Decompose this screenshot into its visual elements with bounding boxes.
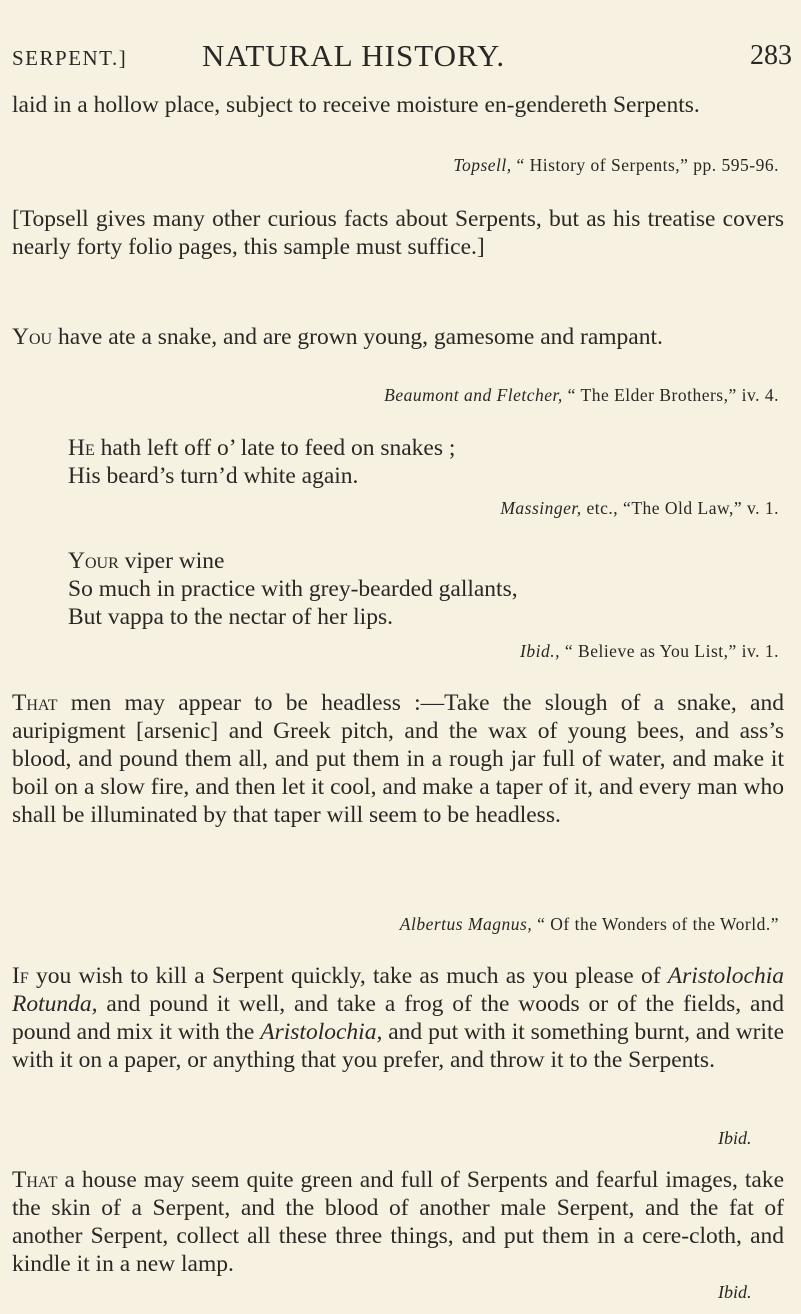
paragraph-6-text: men may appear to be headless :—Take the slough of a snake, and auripigment [arsenic] and Greek pitch, and the wax of young bees, and ass’s blood, and pound them all, and put them in a rough jar full of water, and make it boil on a slow fire, and then let it cool, and make a taper of it, and every man who shall be illuminated by that taper will seem to be headless.	[12, 690, 784, 828]
citation-ibid-2: Ibid.	[718, 1128, 752, 1148]
paragraph-7-text-a: you wish to kill a Serpent quickly, take as much as you please of	[28, 963, 668, 989]
citation-author: Topsell,	[453, 155, 512, 175]
paragraph-7	[12, 962, 784, 1074]
header-title: NATURAL HISTORY.	[202, 38, 506, 73]
paragraph-3	[12, 323, 784, 351]
verse-line: His beard’s turn’d white again.	[68, 463, 359, 489]
lead-word: You	[12, 324, 53, 350]
citation-ibid-1	[520, 640, 779, 662]
verse-2	[68, 547, 768, 631]
paragraph-7-italic-1: Aristolochia Rotunda,	[12, 963, 784, 1017]
verse-1	[68, 434, 768, 490]
citation-work: “ History of Serpents,” pp. 595-96.	[511, 155, 779, 175]
citation-work: etc., “The Old Law,” v. 1.	[581, 498, 779, 518]
citation-work: “ The Elder Brothers,” iv. 4.	[562, 385, 779, 405]
page-number: 283	[750, 40, 792, 71]
lead-word: That	[12, 1167, 58, 1193]
citation-topsell	[453, 154, 779, 176]
citation-ibid-3: Ibid.	[718, 1282, 752, 1302]
paragraph-2-text: [Topsell gives many other curious facts about Serpents, but as his treatise covers nearly forty folio pages, this sample must suffice.]	[12, 206, 784, 260]
paragraph-1-text: laid in a hollow place, subject to receive moisture en-gendereth Serpents.	[12, 92, 700, 118]
lead-word: He	[68, 435, 95, 461]
citation-beaumont	[384, 384, 779, 406]
paragraph-3-text: have ate a snake, and are grown young, gamesome and rampant.	[52, 324, 663, 350]
lead-word: Your	[68, 548, 119, 574]
paragraph-6	[12, 689, 784, 829]
citation-author: Massinger,	[500, 498, 582, 518]
verse-line: So much in practice with grey-bearded gallants,	[68, 576, 518, 602]
running-header	[12, 38, 792, 78]
lead-word: If	[12, 963, 29, 989]
citation-albertus	[400, 913, 779, 935]
verse-line: viper wine	[118, 548, 225, 574]
citation-work: “ Believe as You List,” iv. 1.	[560, 641, 779, 661]
paragraph-7-text-c: and put with it something burnt, and write with it on a paper, or anything that you prefer, and throw it to the Serpents.	[12, 1019, 785, 1073]
paragraph-1	[12, 91, 784, 119]
verse-line: hath left off o’ late to feed on snakes ;	[94, 435, 456, 461]
paragraph-8	[12, 1166, 784, 1278]
header-section-label: SERPENT.]	[12, 46, 128, 70]
citation-author: Beaumont and Fletcher,	[384, 385, 563, 405]
verse-line: But vappa to the nectar of her lips.	[68, 604, 393, 630]
citation-author: Albertus Magnus,	[399, 914, 533, 934]
paragraph-2	[12, 205, 784, 261]
citation-work: “ Of the Wonders of the World.”	[532, 914, 779, 934]
paragraph-8-text: a house may seem quite green and full of Serpents and fearful images, take the skin of a Serpent, and the blood of another male Serpent, and the fat of another Serpent, collect all these three things, and put them in a cere-cloth, and kindle it in a new lamp.	[12, 1167, 784, 1277]
lead-word: That	[12, 690, 58, 716]
paragraph-7-italic-2: Aristolochia,	[260, 1019, 383, 1045]
citation-massinger	[500, 497, 779, 519]
paragraph-7-text-b: and pound it well, and take a frog of the woods or of the fields, and pound and mix it with the	[12, 991, 784, 1045]
citation-author: Ibid.,	[520, 641, 560, 661]
